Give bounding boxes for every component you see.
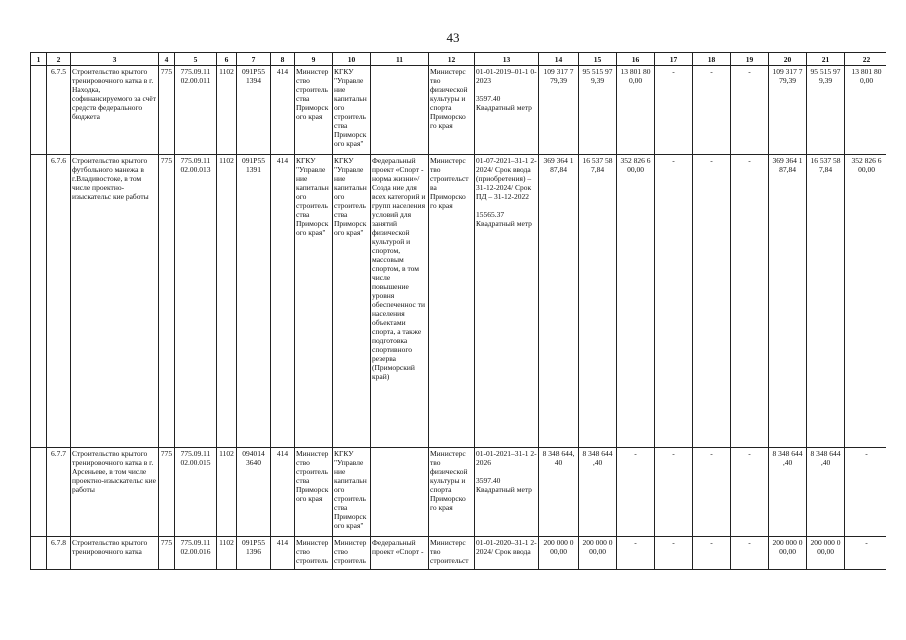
table-cell-col-17: -: [655, 155, 693, 448]
column-number-2: 2: [47, 53, 71, 66]
table-cell-col-10: Министер ство строитель: [333, 537, 371, 570]
column-number-6: 6: [217, 53, 237, 66]
table-cell-col-21: 8 348 644 ,40: [807, 448, 845, 537]
table-cell-col-9: Министер ство строитель ства Приморск ого края: [295, 448, 333, 537]
table-cell-col-19: -: [731, 537, 769, 570]
table-cell-col-16: 352 826 6 00,00: [617, 155, 655, 448]
table-cell-col-1: [31, 66, 47, 155]
column-number-20: 20: [769, 53, 807, 66]
table-cell-col-14: 200 000 0 00,00: [539, 537, 579, 570]
table-cell-col-2: 6.7.5: [47, 66, 71, 155]
table-cell-col-11: [371, 448, 429, 537]
table-row: [31, 537, 887, 570]
table-cell-col-13: 01-01-2019–01-1 0-2023 3597.40 Квадратный метр: [475, 66, 539, 155]
table-cell-col-22: -: [845, 537, 887, 570]
table-cell-col-18: -: [693, 448, 731, 537]
table-cell-col-11: [371, 66, 429, 155]
table-cell-col-13: 01-01-2020–31-1 2-2024/ Срок ввода: [475, 537, 539, 570]
table-cell-col-20: 200 000 0 00,00: [769, 537, 807, 570]
column-number-1: 1: [31, 53, 47, 66]
table-cell-col-21: 95 515 97 9,39: [807, 66, 845, 155]
column-number-22: 22: [845, 53, 887, 66]
column-number-14: 14: [539, 53, 579, 66]
table-cell-col-16: -: [617, 448, 655, 537]
table-cell-col-13: 01-07-2021–31-1 2-2024/ Срок ввода (приобретения) – 31-12-2024/ Срок ПД – 31-12-2022 15565.37 Квадратный метр: [475, 155, 539, 448]
column-number-4: 4: [159, 53, 175, 66]
table-cell-col-8: 414: [271, 66, 295, 155]
table-cell-col-19: -: [731, 448, 769, 537]
table-cell-col-16: -: [617, 537, 655, 570]
column-number-19: 19: [731, 53, 769, 66]
table-cell-col-10: КГКУ "Управле ние капитальн ого строитель ства Приморск ого края": [333, 155, 371, 448]
table-cell-col-6: 1102: [217, 155, 237, 448]
column-number-8: 8: [271, 53, 295, 66]
table-cell-col-3: Строительство крытого тренировочного катка в г. Находка, софинансируемого за счёт средств федерального бюджета: [71, 66, 159, 155]
table-cell-col-12: Министерс тво строительст: [429, 537, 475, 570]
table-cell-col-4: 775: [159, 448, 175, 537]
table-cell-col-20: 369 364 1 87,84: [769, 155, 807, 448]
table-cell-col-4: 775: [159, 66, 175, 155]
table-cell-col-13: 01-01-2021–31-1 2-2026 3597.40 Квадратный метр: [475, 448, 539, 537]
table-cell-col-6: 1102: [217, 66, 237, 155]
column-number-12: 12: [429, 53, 475, 66]
table-cell-col-12: Министерс тво физической культуры и спорта Приморско го края: [429, 448, 475, 537]
table-cell-col-14: 109 317 7 79,39: [539, 66, 579, 155]
table-cell-col-10: КГКУ "Управле ние капитальн ого строитель ства Приморск ого края": [333, 448, 371, 537]
table-cell-col-15: 8 348 644 ,40: [579, 448, 617, 537]
column-number-11: 11: [371, 53, 429, 66]
table-cell-col-2: 6.7.8: [47, 537, 71, 570]
table-cell-col-17: -: [655, 66, 693, 155]
table-cell-col-7: 094014 3640: [237, 448, 271, 537]
table-cell-col-6: 1102: [217, 537, 237, 570]
table-cell-col-21: 200 000 0 00,00: [807, 537, 845, 570]
table-cell-col-15: 200 000 0 00,00: [579, 537, 617, 570]
table-cell-col-11: Федеральный проект «Спорт -: [371, 537, 429, 570]
column-number-10: 10: [333, 53, 371, 66]
table-cell-col-9: КГКУ "Управле ние капитальн ого строитель ства Приморск ого края": [295, 155, 333, 448]
table-cell-col-8: 414: [271, 448, 295, 537]
column-number-row: [31, 53, 887, 66]
table-cell-col-17: -: [655, 448, 693, 537]
table-cell-col-19: -: [731, 155, 769, 448]
table-cell-col-7: 091P55 1391: [237, 155, 271, 448]
table-cell-col-15: 95 515 97 9,39: [579, 66, 617, 155]
table-cell-col-9: Министер ство строитель: [295, 537, 333, 570]
column-number-9: 9: [295, 53, 333, 66]
table-row: [31, 448, 887, 537]
page-number: 43: [446, 30, 460, 45]
table-cell-col-9: Министер ство строитель ства Приморск ого края: [295, 66, 333, 155]
table-cell-col-1: [31, 537, 47, 570]
table-cell-col-21: 16 537 58 7,84: [807, 155, 845, 448]
table-cell-col-20: 8 348 644 ,40: [769, 448, 807, 537]
table-cell-col-8: 414: [271, 155, 295, 448]
column-number-17: 17: [655, 53, 693, 66]
table-cell-col-5: 775.09.11 02.00.011: [175, 66, 217, 155]
column-number-7: 7: [237, 53, 271, 66]
table-cell-col-22: -: [845, 448, 887, 537]
column-number-13: 13: [475, 53, 539, 66]
document-sheet: [30, 52, 886, 580]
column-number-16: 16: [617, 53, 655, 66]
table-cell-col-19: -: [731, 66, 769, 155]
program-table: [30, 52, 886, 570]
table-cell-col-22: 13 801 80 0,00: [845, 66, 887, 155]
table-cell-col-1: [31, 155, 47, 448]
table-cell-col-12: Министерс тво физической культуры и спорта Приморско го края: [429, 66, 475, 155]
table-cell-col-10: КГКУ "Управле ние капитальн ого строитель ства Приморск ого края": [333, 66, 371, 155]
table-cell-col-1: [31, 448, 47, 537]
table-cell-col-15: 16 537 58 7,84: [579, 155, 617, 448]
table-cell-col-12: Министерс тво строительст ва Приморско го края: [429, 155, 475, 448]
column-number-3: 3: [71, 53, 159, 66]
table-cell-col-18: -: [693, 66, 731, 155]
table-cell-col-16: 13 801 80 0,00: [617, 66, 655, 155]
table-cell-col-3: Строительство крытого футбольного манежа в г.Владивостоке, в том числе проектно-изыскательс кие работы: [71, 155, 159, 448]
table-cell-col-5: 775.09.11 02.00.013: [175, 155, 217, 448]
table-cell-col-7: 091P55 1394: [237, 66, 271, 155]
table-cell-col-4: 775: [159, 155, 175, 448]
table-cell-col-20: 109 317 7 79,39: [769, 66, 807, 155]
table-cell-col-4: 775: [159, 537, 175, 570]
table-cell-col-14: 8 348 644, 40: [539, 448, 579, 537]
table-cell-col-18: -: [693, 537, 731, 570]
column-number-5: 5: [175, 53, 217, 66]
table-cell-col-2: 6.7.7: [47, 448, 71, 537]
table-cell-col-3: Строительство крытого тренировочного катка в г. Арсеньеве, в том числе проектно-изыскательс кие работы: [71, 448, 159, 537]
table-cell-col-17: -: [655, 537, 693, 570]
table-cell-col-14: 369 364 1 87,84: [539, 155, 579, 448]
table-cell-col-5: 775.09.11 02.00.015: [175, 448, 217, 537]
column-number-18: 18: [693, 53, 731, 66]
table-row: [31, 155, 887, 448]
table-cell-col-2: 6.7.6: [47, 155, 71, 448]
column-number-21: 21: [807, 53, 845, 66]
table-cell-col-18: -: [693, 155, 731, 448]
column-number-15: 15: [579, 53, 617, 66]
table-cell-col-5: 775.09.11 02.00.016: [175, 537, 217, 570]
table-cell-col-6: 1102: [217, 448, 237, 537]
table-row: [31, 66, 887, 155]
table-cell-col-7: 091P55 1396: [237, 537, 271, 570]
table-cell-col-8: 414: [271, 537, 295, 570]
table-cell-col-11: Федеральный проект «Спорт - норма жизни»/Созда ние для всех категорий и групп населения условий для занятий физической культурой и спортом, массовым спортом, в том числе повышение уровня обеспеченнос ти населения объектами спорта, а также подготовка спортивного резерва (Приморский край): [371, 155, 429, 448]
table-cell-col-3: Строительство крытого тренировочного катка: [71, 537, 159, 570]
table-cell-col-22: 352 826 6 00,00: [845, 155, 887, 448]
